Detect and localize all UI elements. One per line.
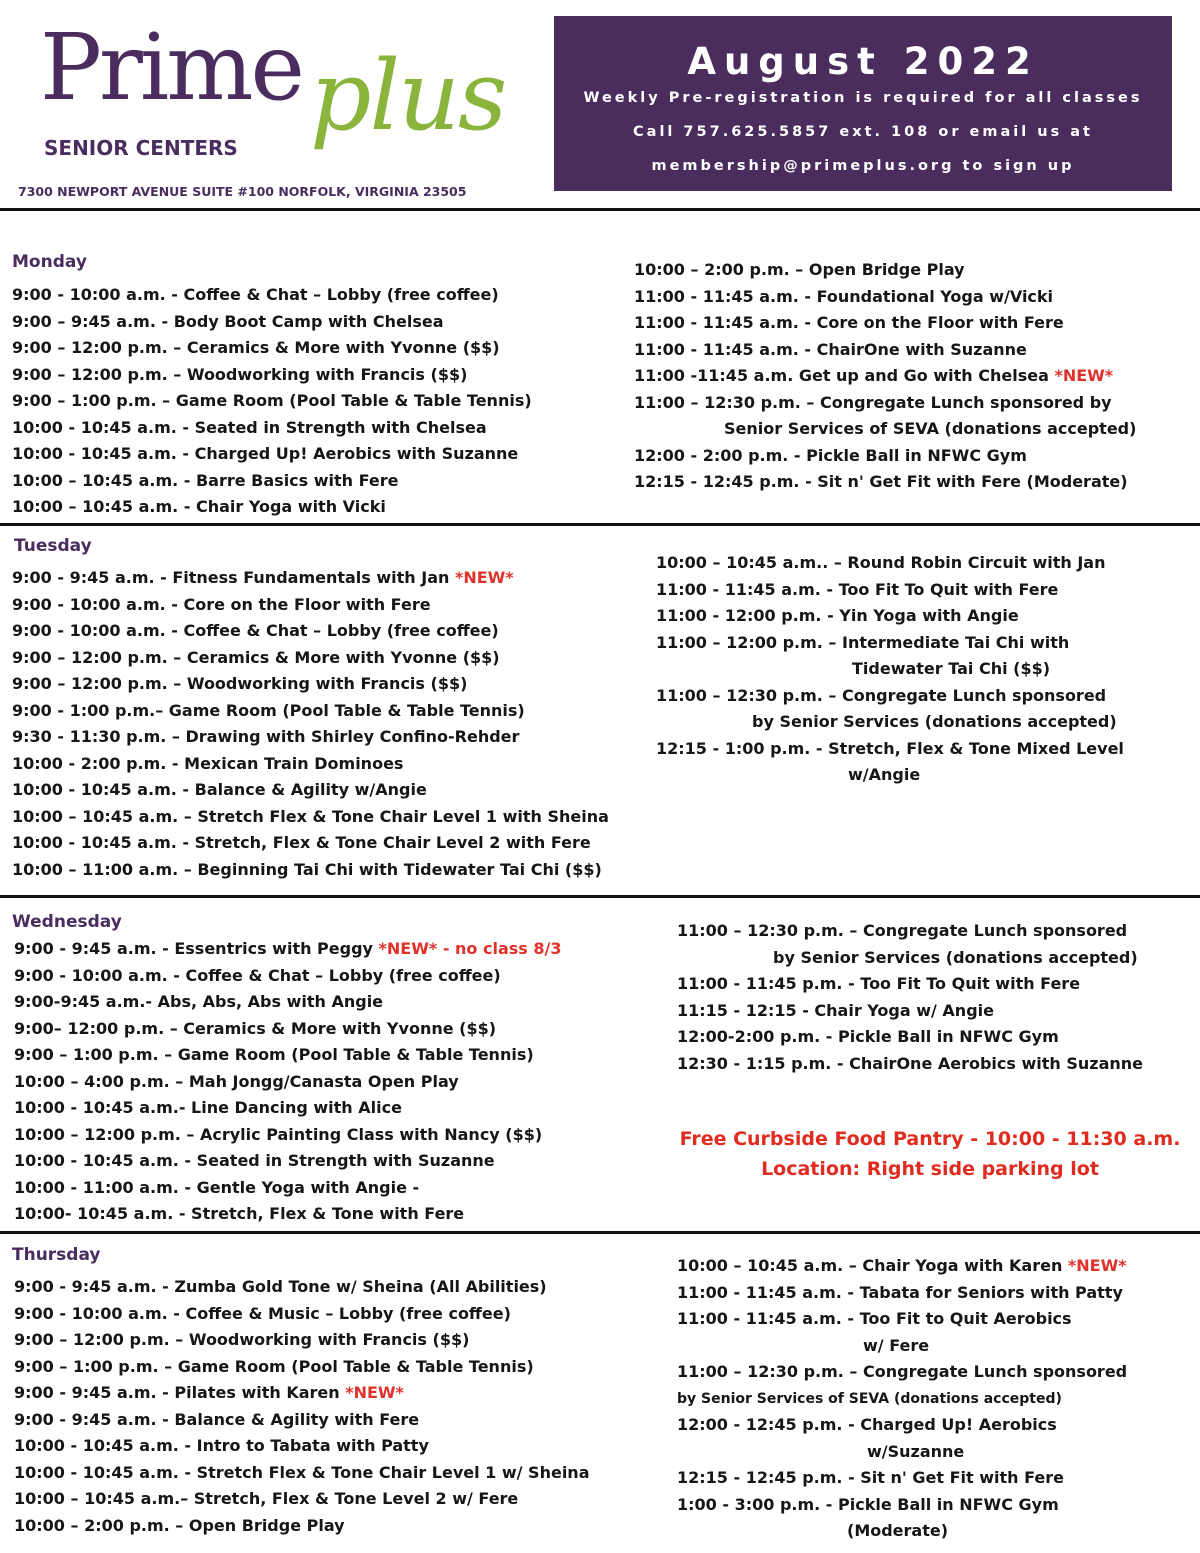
schedule-item-text: 9:00 - 9:45 a.m. - Pilates with Karen (14, 1383, 340, 1402)
schedule-item: 10:00 – 11:00 a.m. – Beginning Tai Chi with Tidewater Tai Chi ($$) (12, 859, 602, 879)
schedule-item: 11:00 – 12:30 p.m. – Congregate Lunch sponsored (677, 921, 1128, 940)
schedule-item: 1:00 - 3:00 p.m. - Pickle Ball in NFWC Gym (677, 1494, 1059, 1514)
schedule-item: 10:00 - 10:45 a.m.- Line Dancing with Alice (14, 1098, 402, 1117)
tuesday-right-column (656, 550, 1124, 789)
schedule-item: 11:00 - 11:45 p.m. - Too Fit To Quit with Fere (677, 974, 1081, 993)
day-title-wednesday: Wednesday (12, 912, 122, 932)
schedule-item: 9:00 – 12:00 p.m. – Woodworking with Francis ($$) (14, 1330, 470, 1349)
banner-line-2: Call 757.625.5857 ext. 108 or email us at (633, 124, 1093, 140)
schedule-item: 10:00 – 2:00 p.m. – Open Bridge Play (634, 260, 965, 279)
schedule-item: 10:00 – 4:00 p.m. – Mah Jongg/Canasta Open Play (14, 1071, 459, 1091)
schedule-item: 12:15 - 12:45 p.m. - Sit n' Get Fit with Fere (677, 1468, 1064, 1487)
schedule-item: 11:00 - 11:45 a.m. - ChairOne with Suzanne (634, 339, 1027, 359)
schedule-item: 12:15 - 12:45 p.m. - Sit n' Get Fit with Fere (Moderate) (634, 472, 1128, 491)
new-tag: *NEW* (1067, 1256, 1127, 1275)
schedule-item: 11:00 – 12:30 p.m. – Congregate Lunch sponsored (656, 685, 1107, 705)
schedule-item-continued: w/Angie (848, 765, 921, 784)
schedule-item: 11:00 - 12:00 p.m. - Yin Yoga with Angie (656, 606, 1019, 625)
new-tag: *NEW* (454, 568, 514, 587)
schedule-item: 11:00 - 11:45 a.m. - Core on the Floor with Fere (634, 313, 1064, 332)
monday-right-column (634, 257, 1136, 496)
schedule-item: 12:00 - 12:45 p.m. - Charged Up! Aerobics (677, 1415, 1057, 1434)
monday-left-column (12, 282, 532, 521)
schedule-item: 9:00 - 1:00 p.m.– Game Room (Pool Table & Table Tennis) (12, 700, 525, 720)
schedule-item: 11:00 - 11:45 a.m. - Too Fit to Quit Aerobics (677, 1309, 1072, 1328)
schedule-item: 12:00 - 2:00 p.m. - Pickle Ball in NFWC Gym (634, 445, 1027, 465)
section-divider (0, 1231, 1200, 1234)
schedule-item: 10:00 – 10:45 a.m.. – Round Robin Circuit with Jan (656, 553, 1106, 572)
address: 7300 NEWPORT AVENUE SUITE #100 NORFOLK, VIRGINIA 23505 (18, 184, 467, 199)
schedule-item: 10:00 - 10:45 a.m. - Balance & Agility w/Angie (12, 780, 427, 799)
schedule-item-text: 9:00 - 9:45 a.m. - Fitness Fundamentals with Jan (12, 568, 450, 587)
schedule-item: 10:00 – 10:45 a.m. – Stretch Flex & Tone Chair Level 1 with Sheina (12, 806, 609, 826)
schedule-item: 10:00 - 10:45 a.m. - Seated in Strength with Suzanne (14, 1151, 495, 1170)
section-divider (0, 208, 1200, 211)
logo-subtitle: SENIOR CENTERS (44, 136, 238, 160)
logo-prime-text: Prime (40, 14, 302, 121)
schedule-item: 9:00 – 12:00 p.m. – Ceramics & More with Yvonne ($$) (12, 647, 500, 667)
schedule-item: 10:00 - 10:45 a.m. - Intro to Tabata with Patty (14, 1436, 429, 1455)
new-tag: *NEW* (345, 1383, 404, 1402)
schedule-item: 11:00 – 12:30 p.m. – Congregate Lunch sponsored (677, 1362, 1128, 1381)
schedule-item-continued: by Senior Services of SEVA (donations accepted) (677, 1390, 1062, 1407)
schedule-item: 12:15 - 1:00 p.m. - Stretch, Flex & Tone Mixed Level (656, 738, 1124, 758)
schedule-item: 9:00 - 10:00 a.m. - Coffee & Chat – Lobby (free coffee) (12, 285, 499, 304)
banner-line-3: membership@primeplus.org to sign up (651, 158, 1075, 174)
logo-plus-text: plus (310, 40, 506, 152)
schedule-item: 9:00-9:45 a.m.- Abs, Abs, Abs with Angie (14, 992, 384, 1011)
schedule-item: 9:00 – 12:00 p.m. – Ceramics & More with Yvonne ($$) (12, 338, 500, 357)
schedule-item: 10:00 - 10:45 a.m. - Stretch, Flex & Tone Chair Level 2 with Fere (12, 833, 591, 852)
schedule-item-text: 11:00 -11:45 a.m. Get up and Go with Chelsea (634, 366, 1049, 385)
month-banner (554, 16, 1172, 191)
banner-line-1: Weekly Pre-registration is required for all classes (583, 90, 1143, 106)
schedule-item (634, 363, 1136, 390)
schedule-item: 10:00 - 10:45 a.m. - Stretch Flex & Tone Chair Level 1 w/ Sheina (14, 1462, 590, 1482)
schedule-item: 10:00 - 10:45 a.m. - Charged Up! Aerobics with Suzanne (12, 444, 519, 463)
schedule-item: 10:00 - 10:45 a.m. - Seated in Strength with Chelsea (12, 417, 487, 437)
schedule-item (677, 1253, 1127, 1280)
schedule-item-text: 10:00 – 10:45 a.m. – Chair Yoga with Karen (677, 1256, 1063, 1275)
wednesday-right-column (677, 918, 1143, 1077)
thursday-right-column (677, 1253, 1127, 1545)
schedule-item: 9:00 - 10:00 a.m. - Core on the Floor with Fere (12, 594, 431, 614)
schedule-item-continued: (Moderate) (847, 1521, 949, 1540)
section-divider (0, 895, 1200, 898)
schedule-item: 11:00 – 12:00 p.m. – Intermediate Tai Chi with (656, 632, 1070, 652)
schedule-item-continued: by Senior Services (donations accepted) (752, 712, 1117, 731)
wednesday-left-column (14, 936, 561, 1228)
schedule-item: 9:00 – 12:00 p.m. – Woodworking with Francis ($$) (12, 674, 468, 693)
schedule-item-continued: w/ Fere (863, 1335, 930, 1355)
schedule-item-text: 9:00 - 9:45 a.m. - Essentrics with Peggy (14, 939, 373, 958)
schedule-item: 10:00 – 10:45 a.m. - Barre Basics with Fere (12, 470, 399, 490)
schedule-item: 9:00 - 10:00 a.m. - Coffee & Music – Lobby (free coffee) (14, 1303, 511, 1323)
schedule-item: 9:00 - 9:45 a.m. - Balance & Agility with Fere (14, 1409, 420, 1429)
schedule-item: 10:00 – 2:00 p.m. – Open Bridge Play (14, 1515, 345, 1535)
schedule-item: 9:00 - 10:00 a.m. - Coffee & Chat – Lobby (free coffee) (12, 621, 499, 640)
schedule-item: 9:00 – 9:45 a.m. - Body Boot Camp with Chelsea (12, 311, 444, 331)
day-title-thursday: Thursday (12, 1245, 101, 1265)
schedule-item: 11:00 – 12:30 p.m. – Congregate Lunch sponsored by (634, 392, 1112, 412)
day-title-monday: Monday (12, 252, 87, 272)
schedule-item: 9:00 – 1:00 p.m. – Game Room (Pool Table & Table Tennis) (14, 1356, 534, 1376)
schedule-item-continued: w/Suzanne (867, 1441, 965, 1461)
tuesday-left-column (12, 565, 609, 883)
schedule-item: 11:00 - 11:45 a.m. - Tabata for Seniors with Patty (677, 1282, 1123, 1302)
food-pantry-line-1: Free Curbside Food Pantry - 10:00 - 11:30 a.m. (679, 1128, 1181, 1150)
day-title-tuesday: Tuesday (14, 536, 92, 556)
schedule-item: 10:00- 10:45 a.m. - Stretch, Flex & Tone with Fere (14, 1204, 465, 1223)
schedule-item: 12:00-2:00 p.m. - Pickle Ball in NFWC Gym (677, 1027, 1059, 1046)
schedule-item: 9:00 - 10:00 a.m. - Coffee & Chat – Lobby (free coffee) (14, 965, 501, 985)
food-pantry-notice (660, 1124, 1200, 1184)
schedule-item-continued: Senior Services of SEVA (donations accepted) (724, 419, 1137, 438)
schedule-item (14, 936, 561, 963)
new-tag: *NEW* - no class 8/3 (378, 939, 562, 958)
schedule-item-continued: Tidewater Tai Chi ($$) (852, 659, 1051, 678)
thursday-left-column (14, 1274, 590, 1539)
food-pantry-line-2: Location: Right side parking lot (761, 1158, 1099, 1180)
schedule-item: 11:15 - 12:15 - Chair Yoga w/ Angie (677, 1000, 994, 1020)
schedule-item: 9:00 – 1:00 p.m. – Game Room (Pool Table & Table Tennis) (14, 1045, 534, 1064)
banner-title: August 2022 (687, 40, 1039, 83)
schedule-item: 10:00 – 10:45 a.m. - Chair Yoga with Vicki (12, 497, 386, 516)
schedule-item: 10:00 - 11:00 a.m. - Gentle Yoga with Angie - (14, 1177, 420, 1197)
schedule-item: 9:30 - 11:30 p.m. – Drawing with Shirley Confino-Rehder (12, 727, 520, 746)
schedule-item: 11:00 - 11:45 a.m. - Foundational Yoga w/Vicki (634, 286, 1054, 306)
schedule-item: 10:00 – 10:45 a.m.– Stretch, Flex & Tone Level 2 w/ Fere (14, 1489, 519, 1508)
schedule-item: 9:00 – 1:00 p.m. – Game Room (Pool Table & Table Tennis) (12, 391, 532, 410)
schedule-item: 9:00 – 12:00 p.m. – Woodworking with Francis ($$) (12, 364, 468, 384)
schedule-item: 10:00 - 2:00 p.m. - Mexican Train Dominoes (12, 753, 404, 773)
schedule-item: 11:00 - 11:45 a.m. - Too Fit To Quit with Fere (656, 579, 1059, 599)
schedule-item-continued: by Senior Services (donations accepted) (773, 947, 1138, 967)
section-divider (0, 523, 1200, 526)
schedule-item: 10:00 – 12:00 p.m. – Acrylic Painting Class with Nancy ($$) (14, 1124, 543, 1144)
new-tag: *NEW* (1054, 366, 1114, 385)
schedule-item (14, 1380, 590, 1407)
schedule-item: 9:00– 12:00 p.m. – Ceramics & More with Yvonne ($$) (14, 1018, 497, 1038)
schedule-item (12, 565, 609, 592)
schedule-item: 9:00 - 9:45 a.m. - Zumba Gold Tone w/ Sheina (All Abilities) (14, 1277, 547, 1296)
schedule-item: 12:30 - 1:15 p.m. - ChairOne Aerobics with Suzanne (677, 1053, 1144, 1073)
page-header (0, 0, 1200, 212)
